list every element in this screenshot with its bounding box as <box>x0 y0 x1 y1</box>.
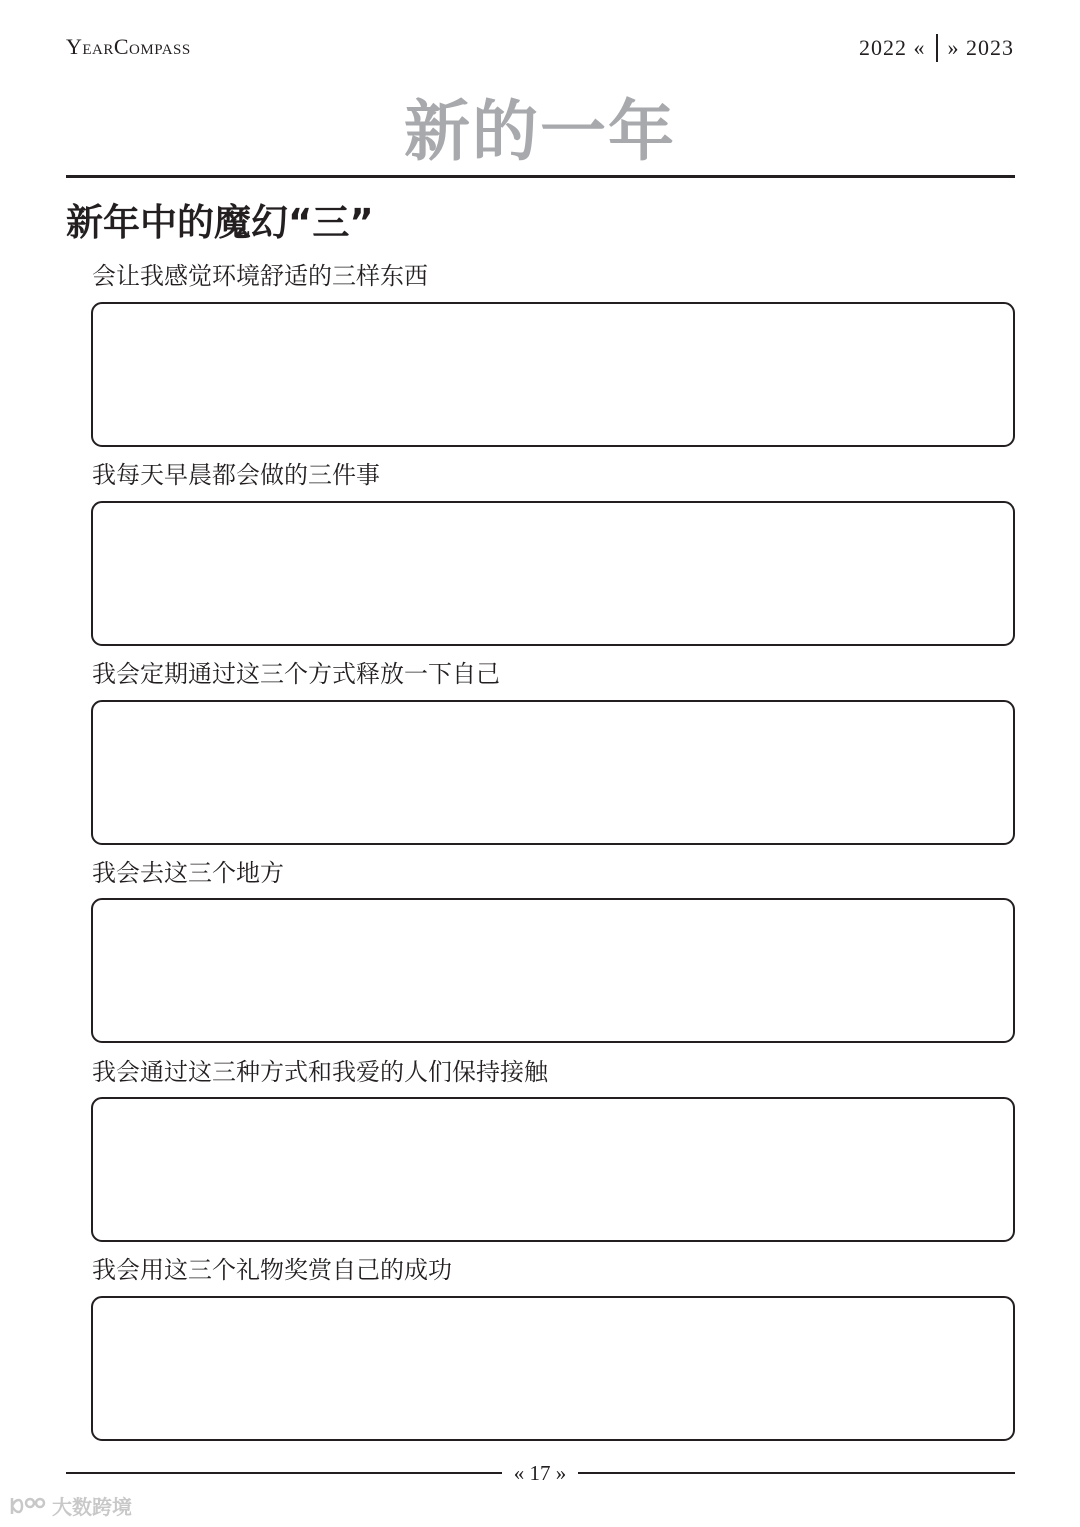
title-divider <box>66 175 1015 178</box>
year-separator <box>936 34 938 62</box>
prompt-label: 我会定期通过这三个方式释放一下自己 <box>92 660 500 688</box>
answer-box[interactable] <box>91 302 1015 447</box>
footer-divider-right <box>578 1472 1015 1474</box>
year-next: » 2023 <box>947 35 1014 60</box>
prompt-label: 会让我感觉环境舒适的三样东西 <box>92 262 428 290</box>
prompt-label: 我会通过这三种方式和我爱的人们保持接触 <box>92 1058 548 1086</box>
prompt-label: 我每天早晨都会做的三件事 <box>92 461 380 489</box>
answer-box[interactable] <box>91 898 1015 1043</box>
footer-divider-left <box>66 1472 502 1474</box>
watermark-logo-icon <box>8 1494 48 1518</box>
answer-box[interactable] <box>91 700 1015 845</box>
year-previous: 2022 « <box>859 35 926 60</box>
watermark <box>8 1491 132 1520</box>
year-range <box>859 34 1014 62</box>
brand-logo: YearCompass <box>66 34 191 59</box>
watermark-text: 大数跨境 <box>52 1495 132 1519</box>
section-heading: 新年中的魔幻“三” <box>66 201 374 244</box>
prompt-label: 我会去这三个地方 <box>92 859 284 887</box>
answer-box[interactable] <box>91 501 1015 646</box>
answer-box[interactable] <box>91 1097 1015 1242</box>
prompt-label: 我会用这三个礼物奖赏自己的成功 <box>92 1256 452 1284</box>
page-number: « 17 » <box>513 1461 567 1485</box>
answer-box[interactable] <box>91 1296 1015 1441</box>
page-title: 新的一年 <box>404 93 676 170</box>
